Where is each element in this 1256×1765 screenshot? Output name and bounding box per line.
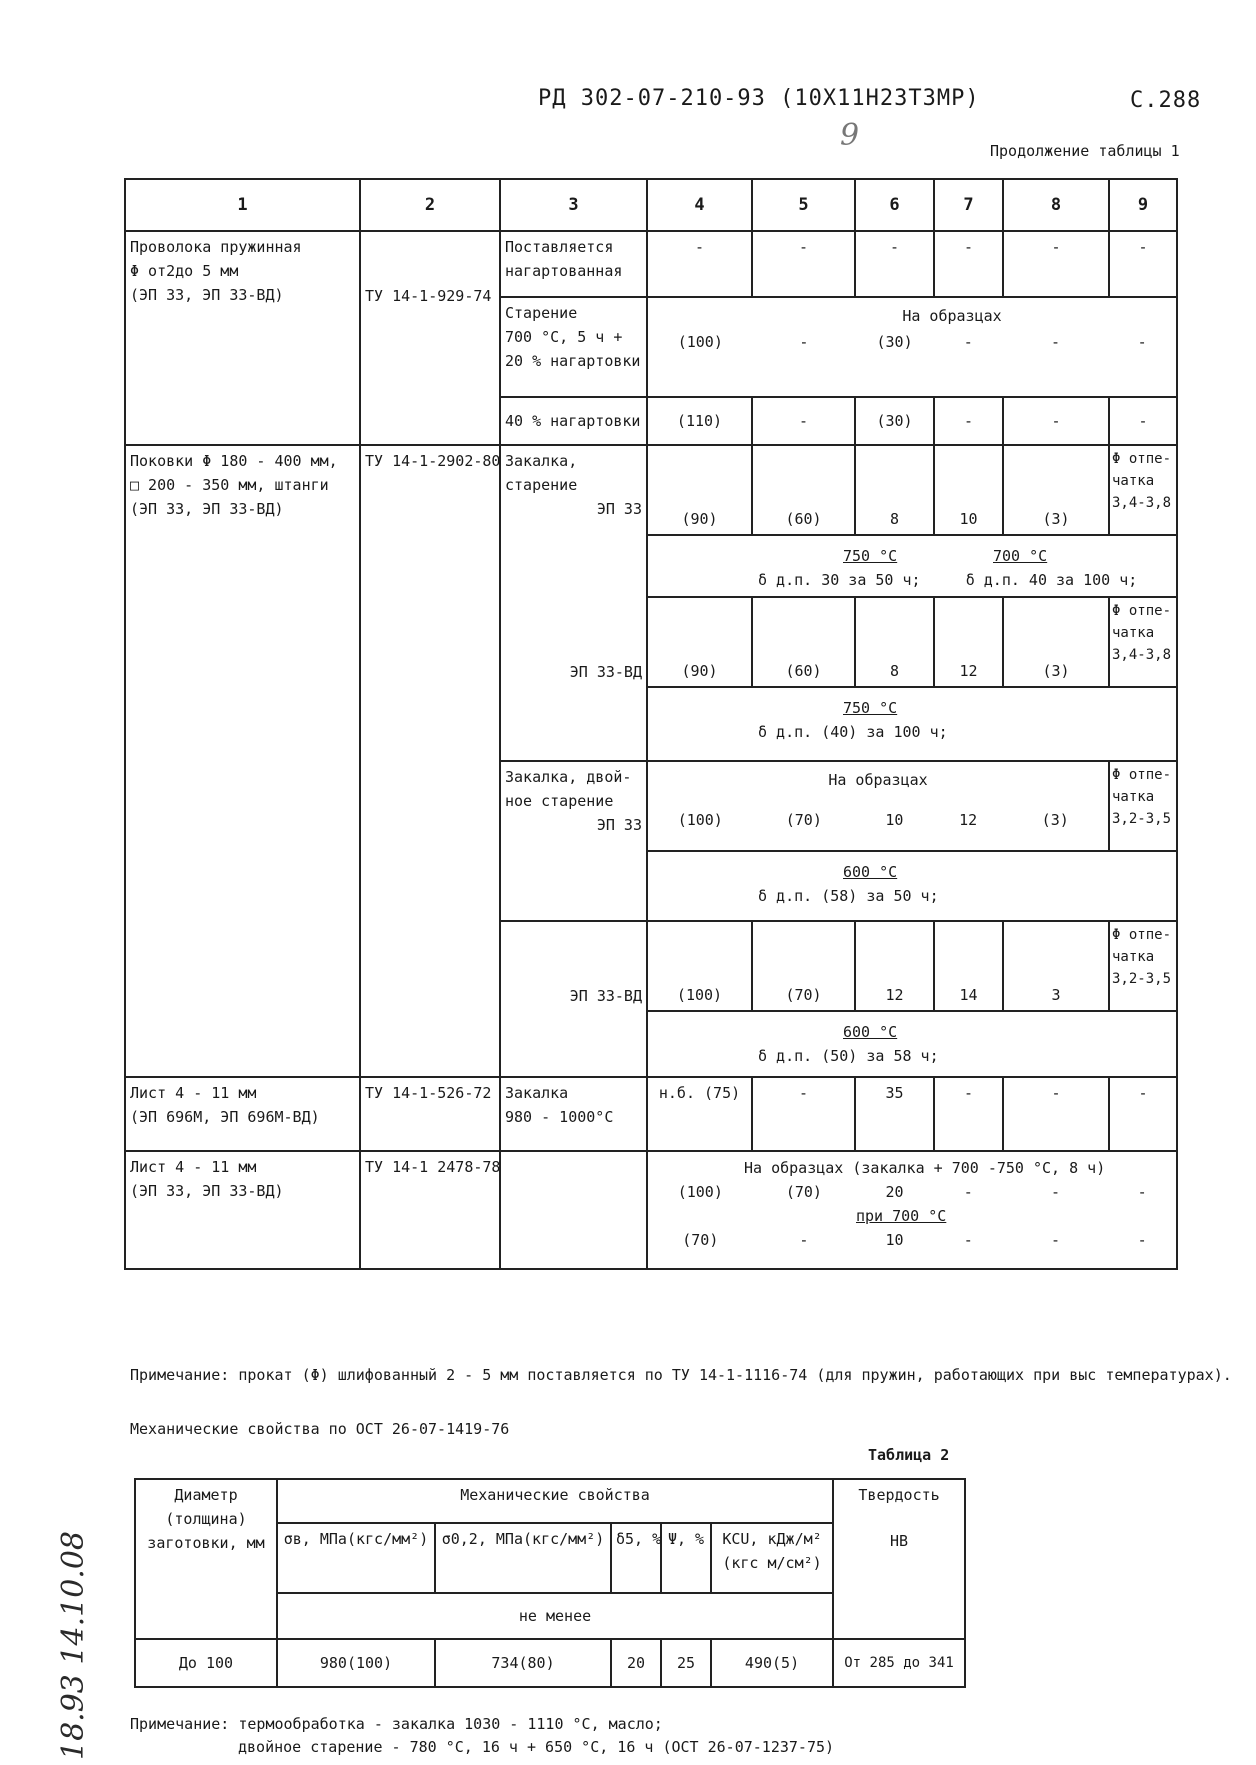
col-header-sub: KCU, кДж/м² (кгс м/см²)	[711, 1523, 833, 1593]
value-cell: -	[799, 1231, 809, 1249]
value-cell: (70)	[682, 1231, 719, 1249]
product-name: Поковки Φ 180 - 400 мм, □ 200 - 350 мм, штанги (ЭП 33, ЭП 33-ВД)	[125, 445, 360, 1077]
value-cell: До 100	[135, 1639, 277, 1687]
col-header: 3	[500, 179, 647, 231]
grade: ЭП 33-ВД	[500, 921, 647, 1011]
value-cell: (100)	[677, 333, 723, 351]
value-cell: 10	[934, 445, 1003, 535]
value-cell: -	[1109, 1077, 1177, 1151]
value-cell: (30)	[876, 333, 913, 351]
value-cell: 8	[855, 597, 934, 687]
grade: ЭП 33	[596, 500, 642, 518]
value-cell: (30)	[855, 397, 934, 445]
product-name: Лист 4 - 11 мм (ЭП 33, ЭП 33-ВД)	[125, 1151, 360, 1269]
col-header-sub: σ0,2, МПа(кгс/мм²)	[435, 1523, 611, 1593]
value-cell: 12	[855, 921, 934, 1011]
value-cell: 14	[934, 921, 1003, 1011]
value-cell: Φ отпе- чатка 3,4-3,8	[1109, 597, 1177, 687]
value-cell: 20	[885, 1183, 904, 1201]
col-header: 8	[1003, 179, 1109, 231]
product-name: Лист 4 - 11 мм (ЭП 696М, ЭП 696М-ВД)	[125, 1077, 360, 1151]
value-cell: 10	[885, 1231, 904, 1249]
value-cell: -	[1050, 1183, 1060, 1201]
table-row	[125, 231, 1177, 297]
value-cell: 10	[885, 811, 904, 829]
value-cell: -	[1109, 231, 1177, 297]
value-cell: -	[1003, 1077, 1109, 1151]
test-temperature: при 700 °С	[856, 1207, 947, 1225]
samples-note: На образцах	[902, 307, 1002, 325]
value-cell: (3)	[1003, 445, 1109, 535]
test-temperature: 750 °С	[843, 699, 898, 717]
col-header: 2	[360, 179, 500, 231]
elongation-note: δ д.п. 30 за 50 ч; δ д.п. 40 за 100 ч;	[758, 571, 1138, 589]
table-2-note-line-1: Примечание: термообработка - закалка 1030 - 1110 °С, масло;	[130, 1715, 663, 1733]
test-temperature: 750 °С	[843, 547, 898, 565]
value-cell: (100)	[677, 811, 723, 829]
treatment: 40 % нагартовки	[500, 397, 647, 445]
table-1	[124, 178, 1178, 1270]
col-header-sub: σв, МПа(кгс/мм²)	[277, 1523, 435, 1593]
not-less-label: не менее	[277, 1593, 833, 1639]
grade: ЭП 33-ВД	[500, 597, 647, 687]
value-cell: -	[934, 1077, 1003, 1151]
samples-note: На образцах (закалка + 700 -750 °С, 8 ч)	[744, 1159, 1106, 1177]
col-header: 1	[125, 179, 360, 231]
value-cell: (100)	[647, 921, 752, 1011]
value-cell: 20	[611, 1639, 661, 1687]
value-cell: 490(5)	[711, 1639, 833, 1687]
value-cell: (70)	[785, 811, 822, 829]
test-temperature: 700 °С	[993, 547, 1048, 565]
value-cell: 8	[855, 445, 934, 535]
value-cell: 980(100)	[277, 1639, 435, 1687]
treatment: Старение 700 °С, 5 ч + 20 % нагартовки	[500, 297, 647, 397]
treatment: Закалка 980 - 1000°С	[500, 1077, 647, 1151]
standard: ТУ 14-1-2902-80	[360, 445, 500, 1077]
value-cell: (100)	[677, 1183, 723, 1201]
col-header-diameter: Диаметр (толщина) заготовки, мм	[135, 1479, 277, 1639]
document-title: РД 302-07-210-93 (10Х11Н23Т3МР)	[538, 86, 980, 111]
value-cell: -	[1050, 1231, 1060, 1249]
treatment: Закалка, двой- ное старение	[505, 768, 632, 810]
table-continuation-label: Продолжение таблицы 1	[990, 142, 1180, 160]
test-temperature: 600 °С	[843, 863, 898, 881]
value-cell: Φ отпе- чатка 3,2-3,5	[1109, 921, 1177, 1011]
table-row	[125, 1151, 1177, 1269]
value-cell: -	[934, 397, 1003, 445]
table-1-header-row	[125, 179, 1177, 231]
col-header-sub: Ψ, %	[661, 1523, 711, 1593]
value-cell: -	[963, 1183, 973, 1201]
table-2-label: Таблица 2	[868, 1446, 950, 1464]
value-cell: 12	[934, 597, 1003, 687]
value-cell: -	[647, 231, 752, 297]
col-header-mechanical: Механические свойства	[277, 1479, 833, 1523]
section-title: Механические свойства по ОСТ 26-07-1419-76	[130, 1420, 510, 1438]
value-cell: (110)	[647, 397, 752, 445]
table-1-note: Примечание: прокат (Φ) шлифованный 2 - 5 мм поставляется по ТУ 14-1-1116-74 (для пружин, работающих при выс температурах).	[130, 1366, 1232, 1384]
value-cell: -	[1050, 333, 1060, 351]
value-cell: -	[963, 1231, 973, 1249]
elongation-note: δ д.п. (58) за 50 ч;	[758, 887, 939, 905]
elongation-note: δ д.п. (40) за 100 ч;	[758, 723, 948, 741]
table-2-note-line-2: двойное старение - 780 °С, 16 ч + 650 °С, 16 ч (ОСТ 26-07-1237-75)	[238, 1738, 835, 1756]
value-cell: 35	[855, 1077, 934, 1151]
table-2	[134, 1478, 966, 1688]
value-cell: -	[1003, 231, 1109, 297]
hardness-unit: НВ	[890, 1532, 909, 1550]
samples-note: На образцах	[828, 771, 928, 789]
value-cell: 3	[1003, 921, 1109, 1011]
value-cell: (70)	[752, 921, 855, 1011]
value-cell: -	[1109, 397, 1177, 445]
standard: ТУ 14-1-929-74	[360, 231, 500, 445]
value-cell: Φ отпе- чатка 3,2-3,5	[1109, 761, 1177, 851]
test-temperature: 600 °С	[843, 1023, 898, 1041]
value-cell: -	[1137, 1231, 1147, 1249]
value-cell: 734(80)	[435, 1639, 611, 1687]
value-cell: (60)	[752, 445, 855, 535]
value-cell: -	[963, 333, 973, 351]
value-cell: -	[752, 1077, 855, 1151]
value-cell: -	[855, 231, 934, 297]
value-cell: (90)	[647, 445, 752, 535]
value-cell: -	[752, 231, 855, 297]
table-row	[125, 445, 1177, 535]
value-cell: (60)	[752, 597, 855, 687]
value-cell: -	[799, 333, 809, 351]
elongation-note: δ д.п. (50) за 58 ч;	[758, 1047, 939, 1065]
value-cell: От 285 до 341	[833, 1639, 965, 1687]
value-cell: (90)	[647, 597, 752, 687]
grade: ЭП 33	[596, 816, 642, 834]
standard: ТУ 14-1-526-72	[360, 1077, 500, 1151]
value-cell: -	[1137, 333, 1147, 351]
value-cell: 25	[661, 1639, 711, 1687]
page-number: С.288	[1130, 88, 1202, 113]
standard: ТУ 14-1 2478-78	[360, 1151, 500, 1269]
value-cell: -	[934, 231, 1003, 297]
table-row	[135, 1639, 965, 1687]
value-cell: 12	[959, 811, 978, 829]
value-cell: (3)	[1041, 811, 1069, 829]
col-header: 4	[647, 179, 752, 231]
col-header: 5	[752, 179, 855, 231]
col-header: 9	[1109, 179, 1177, 231]
col-header: 7	[934, 179, 1003, 231]
value-cell: н.б. (75)	[647, 1077, 752, 1151]
value-cell: Φ отпе- чатка 3,4-3,8	[1109, 445, 1177, 535]
col-header: 6	[855, 179, 934, 231]
value-cell: (3)	[1003, 597, 1109, 687]
col-header-hardness: Твердость	[858, 1486, 940, 1504]
col-header-sub: δ5, %	[611, 1523, 661, 1593]
value-cell: -	[752, 397, 855, 445]
margin-signature: 18.93 14.10.08	[56, 1530, 91, 1760]
product-name: Проволока пружинная Φ от2до 5 мм (ЭП 33, ЭП 33-ВД)	[125, 231, 360, 445]
value-cell: -	[1003, 397, 1109, 445]
value-cell: (70)	[785, 1183, 822, 1201]
treatment: Поставляется нагартованная	[500, 231, 647, 297]
treatment: Закалка, старение	[505, 452, 578, 494]
value-cell: -	[1137, 1183, 1147, 1201]
handwritten-mark: 9	[840, 118, 860, 153]
table-row	[125, 1077, 1177, 1151]
